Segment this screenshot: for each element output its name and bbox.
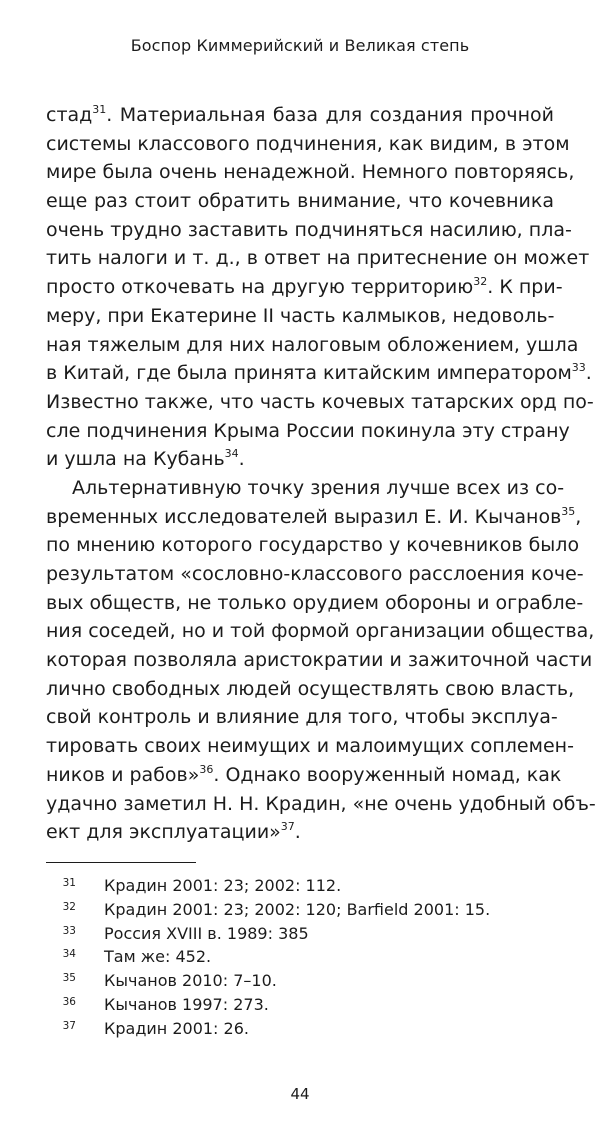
text-fragment: и ушла на Кубань	[46, 448, 225, 471]
footnote-text: Крадин 2001: 23; 2002: 112.	[104, 876, 342, 895]
text-line: тировать своих неимущих и малоимущих соплемен-	[46, 735, 574, 758]
text-line: системы классового подчинения, как видим, в этом	[46, 132, 570, 155]
footnote-ref: 33	[571, 361, 586, 375]
footnote-item: 36 Кычанов 1997: 273.	[46, 993, 554, 1017]
footnote-text: Крадин 2001: 23; 2002: 120; Barfield 2001: 15.	[104, 899, 491, 919]
footnote-text: Крадин 2001: 26.	[104, 1018, 249, 1038]
footnote-ref: 36	[199, 762, 214, 776]
text-line: удачно заметил Н. Н. Крадин, «не очень удобный объ-	[46, 792, 596, 815]
footnote-item: 31 Крадин 2001: 23; 2002: 112.	[46, 874, 554, 898]
text-line: свой контроль и влияние для того, чтобы эксплуа-	[46, 706, 558, 729]
text-line	[46, 359, 592, 388]
footnote-text: Россия XVIII в. 1989: 385	[104, 923, 309, 943]
text-fragment: . Однако вооруженный номад, как	[213, 763, 562, 786]
text-line	[46, 101, 554, 130]
text-line: результатом «сословно-классового расслоения коче-	[46, 563, 584, 585]
text-fragment: просто откочевать на другую территорию	[46, 276, 474, 299]
text-fragment: ников и рабов»	[46, 763, 200, 786]
text-line	[46, 818, 554, 847]
text-line: меру, при Екатерине II часть калмыков, недоволь-	[46, 304, 555, 327]
text-line: Альтернативную точку зрения лучше всех из со-	[72, 476, 565, 499]
text-fragment: .	[238, 448, 245, 471]
footnote-item: 35 Кычанов 2010: 7–10.	[46, 969, 554, 993]
footnote-divider	[46, 862, 196, 863]
text-line: вых обществ, не только орудием обороны и ограбле-	[46, 591, 584, 614]
footnote-text: Кычанов 2010: 7–10.	[104, 971, 277, 991]
footnote-item: 37 Крадин 2001: 26.	[46, 1017, 554, 1041]
footnote-ref: 34	[224, 447, 239, 461]
text-fragment: .	[294, 821, 301, 844]
page-number: 44	[290, 1085, 310, 1103]
text-fragment: .	[585, 362, 592, 385]
text-fragment: ект для эксплуатации»	[46, 821, 281, 844]
text-line	[46, 445, 554, 474]
text-line: Известно также, что часть кочевых татарских орд по-	[46, 390, 594, 413]
text-line: еще раз стоит обратить внимание, что кочевника	[46, 190, 554, 213]
text-line: лично свободных людей осуществлять свою власть,	[46, 677, 575, 700]
text-fragment: в Китай, где была принята китайским императором	[46, 362, 572, 385]
text-line: которая позволяла аристократии и зажиточной части	[46, 649, 593, 672]
text-fragment: ,	[575, 505, 582, 528]
footnote-item: 32 Крадин 2001: 23; 2002: 120; Barfield 2001: 15.	[46, 898, 554, 922]
text-fragment: . К при-	[487, 276, 563, 299]
footnote-ref: 32	[473, 275, 488, 289]
text-line: по мнению которого государство у кочевников было	[46, 534, 580, 557]
text-line: ния соседей, но и той формой организации общества,	[46, 620, 595, 643]
text-line: ная тяжелым для них налоговым обложением, ушла	[46, 333, 579, 356]
text-fragment: стад	[46, 104, 93, 126]
text-line: тить налоги и т. д., в ответ на притеснение он может	[46, 247, 590, 270]
text-line	[46, 761, 562, 790]
footnote-item: 33 Россия XVIII в. 1989: 385	[46, 922, 554, 946]
footnote-ref: 31	[92, 103, 107, 116]
footnote-item: 34 Там же: 452.	[46, 945, 554, 969]
text-line	[46, 503, 582, 532]
footnote-text: Там же: 452.	[104, 947, 212, 967]
text-line	[46, 273, 563, 302]
footnote-text: Кычанов 1997: 273.	[104, 994, 269, 1014]
main-text	[46, 101, 596, 847]
footnote-ref: 37	[280, 820, 295, 834]
footnotes	[46, 874, 554, 1041]
text-line: сле подчинения Крыма России покинула эту страну	[46, 419, 570, 442]
text-fragment: . Материальная база для создания прочной	[106, 104, 554, 126]
text-line: очень трудно заставить подчиняться насилию, пла-	[46, 218, 572, 241]
running-title: Боспор Киммерийский и Великая степь	[130, 36, 470, 55]
text-line: мире была очень ненадежной. Немного повторяясь,	[46, 161, 575, 184]
text-fragment: временных исследователей выразил Е. И. Кычанов	[46, 505, 562, 528]
footnote-ref: 35	[561, 504, 576, 518]
